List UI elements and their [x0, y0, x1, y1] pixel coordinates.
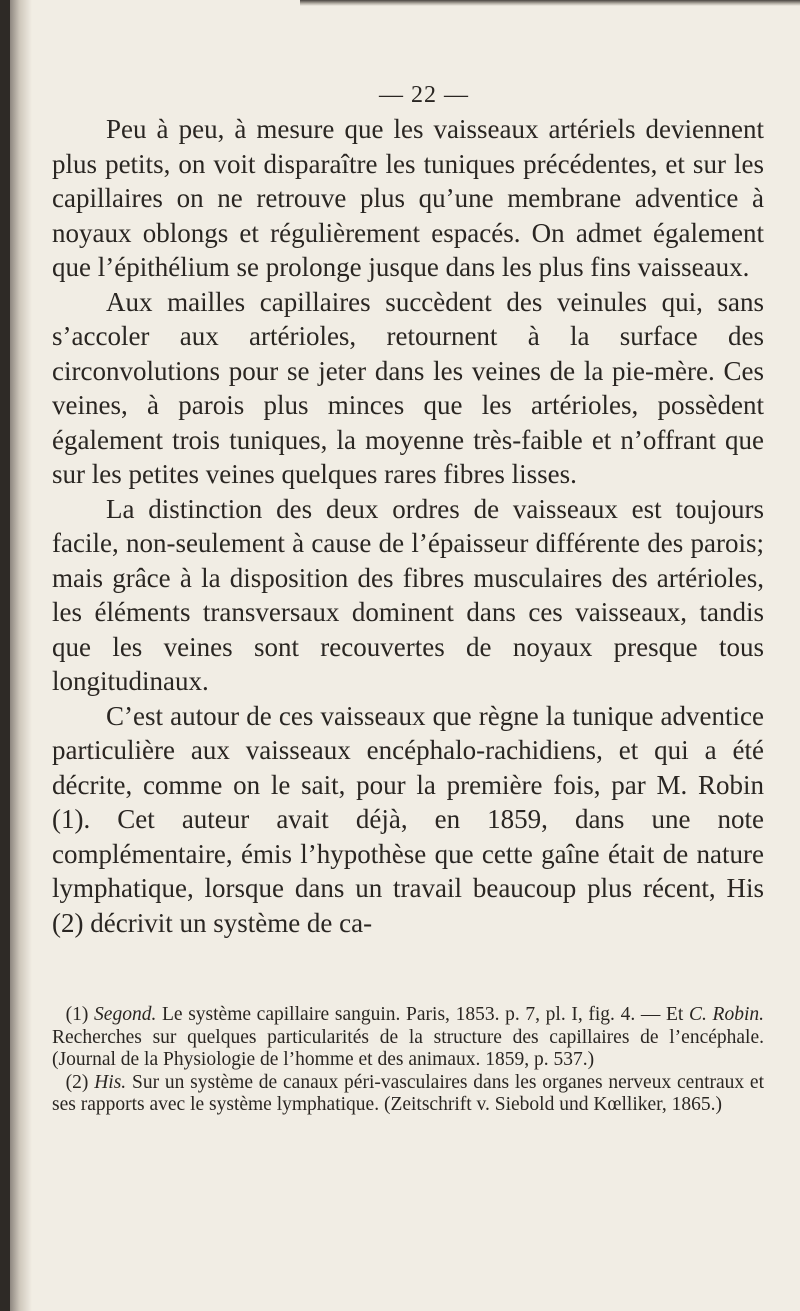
footnote-1-marker: (1): [65, 1004, 89, 1025]
footnote-2-author: His.: [94, 1071, 127, 1093]
top-page-edge: [300, 0, 800, 6]
page-number: — 22 —: [379, 82, 469, 108]
paragraph-2: Aux mailles capillaires succèdent des veinules qui, sans s’accoler aux artérioles, retournent à la surface des circonvolutions pour se jeter dans les veines de la pie-mère. Ces veines, à parois plus minces que les artérioles, possèdent également trois tuniques, la moyenne très-faible et n’offrant que sur les petites veines quelques rares fibres lisses.: [52, 286, 764, 489]
body-text: [52, 112, 764, 940]
paragraph-3: La distinction des deux ordres de vaisseaux est toujours facile, non-seulement à cause de l’épaisseur différente des parois; mais grâce à la disposition des fibres musculaires des artérioles, les éléments transversaux dominent dans ces vaisseaux, tandis que les veines sont recouvertes de noyaux presque tous longitudinaux.: [52, 493, 764, 696]
footnotes: [52, 1004, 764, 1117]
footnote-2: [52, 1072, 764, 1117]
footnote-1-author: Segond.: [94, 1004, 157, 1025]
book-spine-edge: [0, 0, 10, 1311]
footnote-2-marker: (2): [65, 1071, 89, 1093]
paragraph-4: C’est autour de ces vaisseaux que règne la tunique adventice particulière aux vaisseaux encéphalo-rachidiens, et qui a été décrite, comme on le sait, pour la première fois, par M. Robin (1). Cet auteur avait déjà, en 1859, dans une note complémentaire, émis l’hypothèse que cette gaîne était de nature lymphatique, lorsque dans un travail beaucoup plus récent, His (2) décrivit un système de ca-: [52, 700, 764, 938]
footnote-1-text: Le système capillaire sanguin. Paris, 1853. p. 7, pl. I, fig. 4. — Et: [161, 1004, 684, 1025]
footnote-1: [52, 1004, 764, 1072]
footnote-2-text: Sur un système de canaux péri-vasculaires dans les organes nerveux centraux et ses rapports avec le système lymphatique. (Zeitschrift v. Siebold und Kœlliker, 1865.): [52, 1071, 765, 1115]
gutter-shadow: [10, 0, 32, 1311]
footnote-1-second-text: Recherches sur quelques particularités de la structure des capillaires de l’encéphale. (Journal de la Physiologie de l’homme et des animaux. 1859, p. 537.): [52, 1026, 764, 1070]
paragraph-1: Peu à peu, à mesure que les vaisseaux artériels deviennent plus petits, on voit disparaître les tuniques précédentes, et sur les capillaires on ne retrouve plus qu’une membrane adventice à noyaux oblongs et régulièrement espacés. On admet également que l’épithélium se prolonge jusque dans les plus fins vaisseaux.: [52, 114, 764, 282]
footnote-1-second-author: C. Robin.: [689, 1004, 764, 1025]
